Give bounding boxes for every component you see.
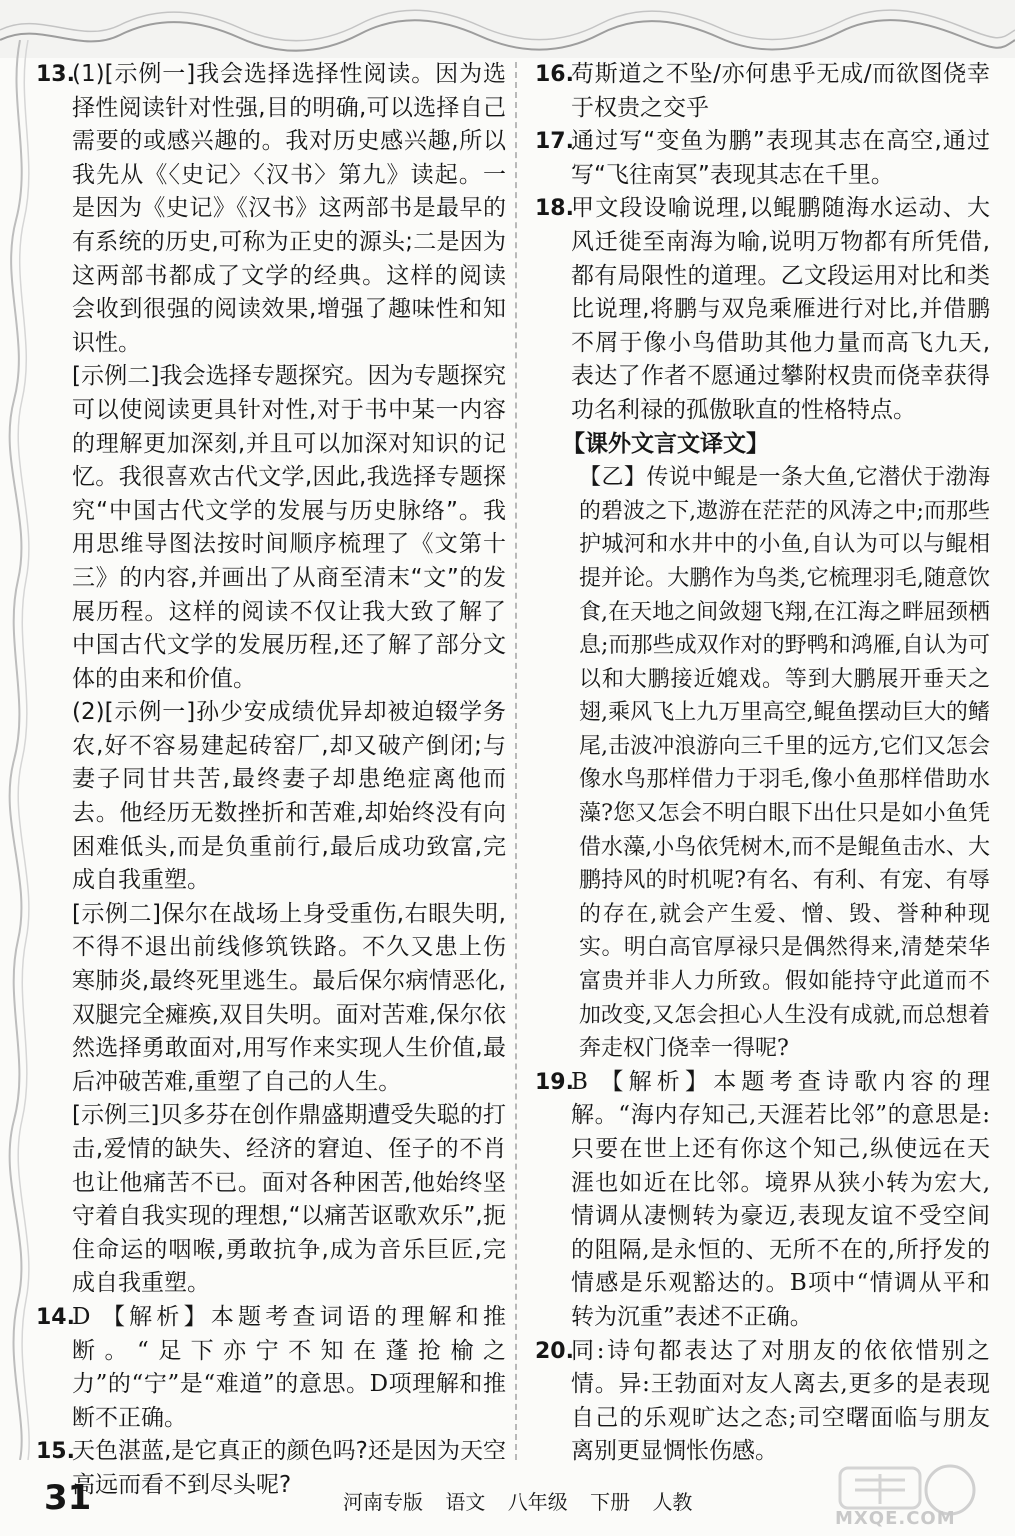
answer-text: 同:诗句都表达了对朋友的依依惜别之情。异:王勃面对友人离去,更多的是表现自己的乐观旷达之态;司空曙面临与朋友离别更显惆怅伤感。 bbox=[571, 1337, 990, 1465]
answer-text: (1)[示例一]我会选择选择性阅读。因为选择性阅读针对性强,目的明确,可以选择自己需要的或感兴趣的。我对历史感兴趣,所以我先从《〈史记〉〈汉书〉第九》读起。一是因为《史记》《汉书》这两部书是最早的有系统的历史,可称为正史的源头;二是因为这两部书都成了文学的经典。这样的阅读会收到很强的阅读效果,增强了趣味性和知识性。 bbox=[72, 61, 506, 356]
answer-text: B 【解析】本题考查诗歌内容的理解。“海内存知己,天涯若比邻”的意思是:只要在世上还有你这个知己,纵使远在天涯也如近在比邻。境界从狭小转为宏大,情调从凄恻转为豪迈,表现友谊不受空间的阻隔,是永恒的、无所不在的,所抒发的情感是乐观豁达的。B项中“情调从平和转为沉重”表述不正确。 bbox=[571, 1068, 990, 1330]
answer-text: 天色湛蓝,是它真正的颜色吗?还是因为天空高远而看不到尽头呢? bbox=[72, 1438, 506, 1498]
question-16 bbox=[535, 58, 990, 125]
right-column bbox=[535, 58, 990, 1469]
edition-label: 河南专版 bbox=[343, 1490, 423, 1514]
publisher-label: 人教 bbox=[652, 1490, 693, 1514]
question-17 bbox=[535, 125, 990, 192]
question-number: 15. bbox=[36, 1439, 75, 1465]
volume-label: 下册 bbox=[590, 1490, 631, 1514]
grade-label: 八年级 bbox=[507, 1490, 568, 1514]
question-number: 16. bbox=[535, 62, 574, 87]
answer-text: 苟斯道之不坠/亦何患乎无成/而欲图侥幸于权贵之交乎 bbox=[571, 61, 990, 121]
subject-label: 语文 bbox=[445, 1490, 486, 1514]
decorative-left-border bbox=[0, 40, 40, 1460]
answer-text: D 【解析】本题考查词语的理解和推断。“足下亦宁不知在蓬抢榆之力”的“宁”是“难道”的意思。D项理解和推断不正确。 bbox=[72, 1303, 506, 1431]
answer-text: 通过写“变鱼为鹏”表现其志在高空,通过写“飞往南冥”表现其志在千里。 bbox=[571, 128, 990, 188]
question-number: 14. bbox=[36, 1304, 75, 1330]
question-19 bbox=[535, 1066, 990, 1335]
answer-example: (2)[示例一]孙少安成绩优异却被迫辍学务农,好不容易建起砖窑厂,却又破产倒闭;与妻子同甘共苦,最终妻子却患绝症离他而去。他经历无数挫折和苦难,却始终没有向困难低头,而是负重前行,最后成功致富,完成自我重塑。 bbox=[72, 699, 506, 894]
question-18 bbox=[535, 192, 990, 427]
answer-example: [示例二]保尔在战场上身受重伤,右眼失明,不得不退出前线修筑铁路。不久又患上伤寒肺炎,最终死里逃生。最后保尔病情恶化,双腿完全瘫痪,双目失明。面对苦难,保尔依然选择勇敢面对,用写作来实现人生价值,最后冲破苦难,重塑了自己的人生。 bbox=[72, 900, 506, 1095]
question-13 bbox=[36, 58, 506, 360]
question-number: 19. bbox=[535, 1069, 574, 1095]
question-number: 13. bbox=[36, 62, 75, 87]
column-divider bbox=[515, 62, 517, 1460]
question-20 bbox=[535, 1335, 990, 1469]
left-column bbox=[36, 58, 506, 1503]
translation-text: 【乙】传说中鲲是一条大鱼,它潜伏于渤海的碧波之下,遨游在茫茫的风涛之中;而那些护城河和水井中的小鱼,自认为可以与鲲相提并论。大鹏作为鸟类,它梳理羽毛,随意饮食,在天地之间敛翅飞翔,在江海之畔屈颈栖息;而那些成双作对的野鸭和鸿雁,自认为可以和大鹏接近媲戏。等到大鹏展开垂天之翅,乘风飞上九万里高空,鲲鱼摆动巨大的鳍尾,击波冲浪游向三千里的远方,它们又怎会像水鸟那样借力于羽毛,像小鱼那样借助水藻?您又怎会不明白眼下出仕只是如小鱼凭借水藻,小鸟依凭树木,而不是鲲鱼击水、大鹏持风的时机呢?有名、有利、有宠、有辱的存在,就会产生爱、憎、毁、誉种种现实。明白高官厚禄只是偶然得来,清楚荣华富贵并非人力所致。假如能持守此道而不加改变,又怎会担心人生没有成就,而总想着奔走权门侥幸一得呢? bbox=[579, 465, 990, 1062]
question-number: 18. bbox=[535, 196, 574, 222]
question-number: 17. bbox=[535, 129, 574, 155]
translation-heading: 【课外文言文译文】 bbox=[562, 430, 769, 457]
question-number: 20. bbox=[535, 1338, 574, 1364]
watermark-text: MXQE.COM bbox=[835, 1508, 956, 1529]
answer-text: 甲文段设喻说理,以鲲鹏随海水运动、大风迁徙至南海为喻,说明万物都有所凭借,都有局限性的道理。乙文段运用对比和类比说理,将鹏与双凫乘雁进行对比,并借鹏不屑于像小鸟借助其他力量而高飞九天,表达了作者不愿通过攀附权贵而侥幸获得功名利禄的孤傲耿直的性格特点。 bbox=[571, 195, 990, 423]
footer-info bbox=[343, 1486, 692, 1515]
question-14 bbox=[36, 1301, 506, 1435]
answer-example: [示例二]我会选择专题探究。因为专题探究可以使阅读更具针对性,对于书中某一内容的理解更加深刻,并且可以加深对知识的记忆。我很喜欢古代文学,因此,我选择专题探究“中国古代文学的发展与历史脉络”。我用思维导图法按时间顺序梳理了《文第十三》的内容,并画出了从商至清末“文”的发展历程。这样的阅读不仅让我大致了解了中国古代文学的发展历程,还了解了部分文体的由来和价值。 bbox=[72, 363, 506, 692]
decorative-top-border bbox=[0, 0, 1015, 58]
answer-example: [示例三]贝多芬在创作鼎盛期遭受失聪的打击,爱情的缺失、经济的窘迫、侄子的不肖也让他痛苦不已。面对各种困苦,他始终坚守着自我实现的理想,“以痛苦讴歌欢乐”,扼住命运的咽喉,勇敢抗争,成为音乐巨匠,完成自我重塑。 bbox=[72, 1102, 506, 1297]
page-number: 31 bbox=[44, 1478, 92, 1518]
